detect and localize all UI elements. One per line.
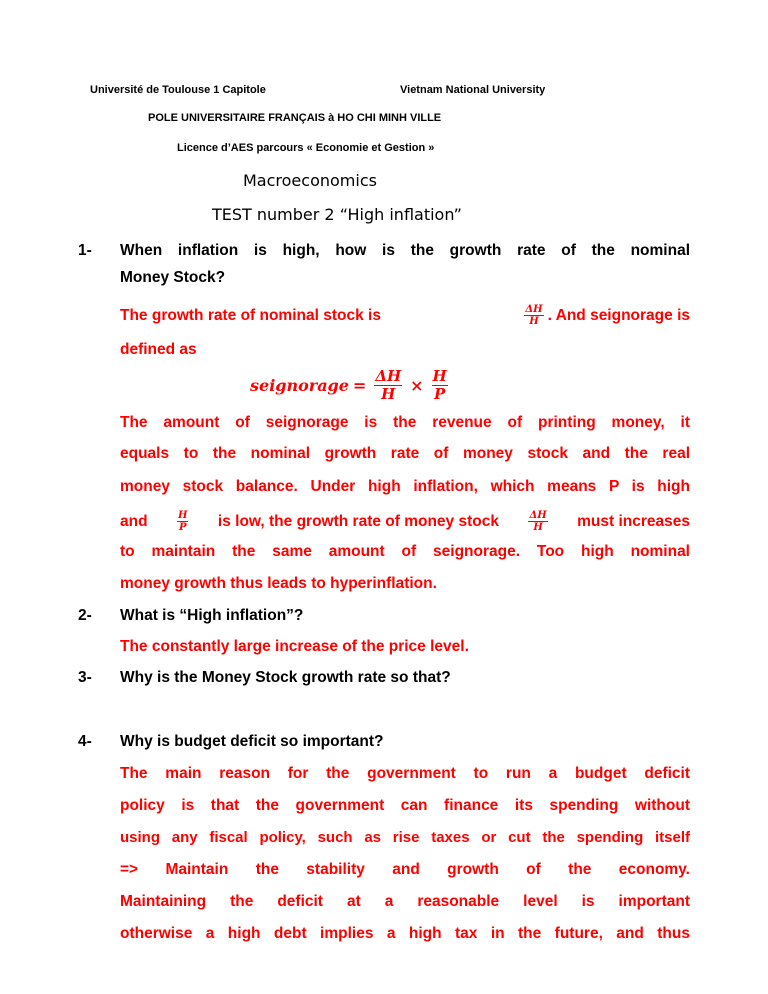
university-left: Université de Toulouse 1 Capitole [90,84,266,96]
q4-answer-line: The main reason for the government to run a budget deficit [120,765,690,782]
q1-para-line6: money growth thus leads to hyperinflation. [120,575,437,592]
q1-para-line1: The amount of seignorage is the revenue of printing money, it [120,414,690,431]
q1-line1: When inflation is high, how is the growth rate of the nominal [120,242,690,259]
q1-para-line3: money stock balance. Under high inflation, which means P is high [120,478,690,495]
course-title: Macroeconomics [243,171,377,190]
q1-number: 1- [78,242,92,259]
q2-question: What is “High inflation”? [120,607,304,624]
pole-title: POLE UNIVERSITAIRE FRANÇAIS à HO CHI MINH VILLE [148,112,442,124]
fraction-H-over-P: H P [178,510,188,533]
q4-answer-line: otherwise a high debt implies a high tax in the future, and thus [120,925,690,942]
q4-question: Why is budget deficit so important? [120,733,384,750]
q1-line2: Money Stock? [120,269,226,286]
q4-answer-line: Maintaining the deficit at a reasonable level is important [120,893,690,910]
q4-answer-line: => Maintain the stability and growth of the economy. [120,861,690,878]
q1-answer-line2: defined as [120,341,197,358]
fraction-dH-over-H: ΔH H [525,304,543,327]
text: The growth rate of nominal stock is [120,306,381,324]
seignorage-formula: seignorage = $\frac{\Delta H}{H}$ × $\frac{H}{P}$ [250,367,447,403]
q2-answer: The constantly large increase of the price level. [120,638,469,655]
q4-number: 4- [78,733,92,750]
q1-para-line5: to maintain the same amount of seignorage. Too high nominal [120,543,690,560]
q4-answer-line: using any fiscal policy, such as rise taxes or cut the spending itself [120,829,690,846]
q2-number: 2- [78,607,92,624]
test-title: TEST number 2 “High inflation” [212,205,462,224]
q3-question: Why is the Money Stock growth rate so that? [120,669,451,686]
q3-number: 3- [78,669,92,686]
q1-para-line4: and H P is low, the growth rate of money stock ΔH H must increases [120,510,690,533]
q4-answer-line: policy is that the government can finance its spending without [120,797,690,814]
licence-title: Licence d’AES parcours « Economie et Gestion » [177,142,435,154]
university-right: Vietnam National University [400,84,546,96]
fraction-dH-over-H: ΔH H [529,510,547,533]
q1-para-line2: equals to the nominal growth rate of money stock and the real [120,445,690,462]
q1-answer-line1 [120,304,690,327]
text: . And seignorage is [547,306,690,324]
